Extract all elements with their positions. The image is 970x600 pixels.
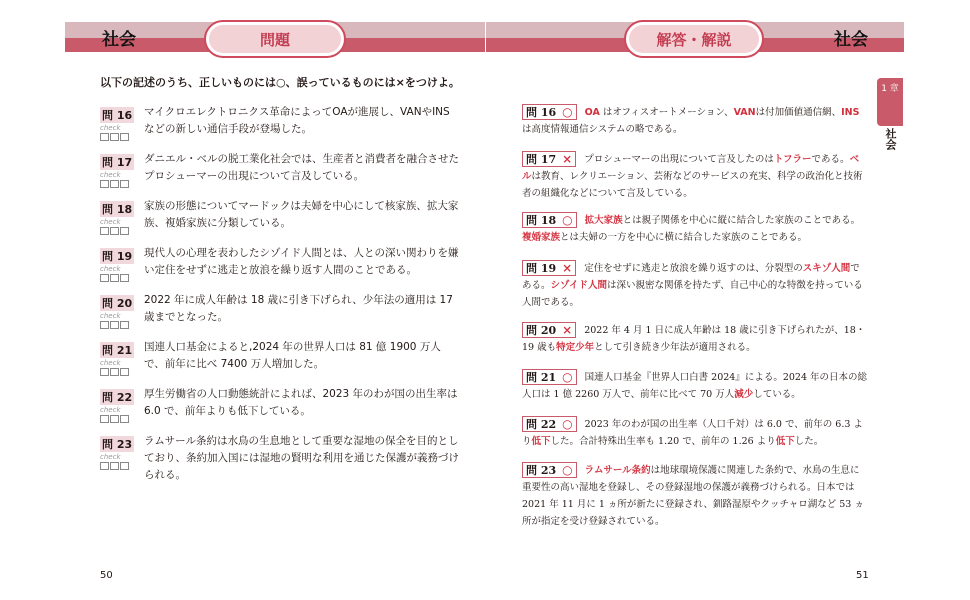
answer-keyword: VAN	[733, 107, 756, 118]
question-number: 問 16	[102, 109, 133, 122]
checkbox[interactable]	[110, 321, 119, 329]
answer-phrase: として引き続き少年法が適用される。	[594, 342, 756, 353]
answer-mark: ○	[562, 104, 573, 119]
checkbox[interactable]	[120, 462, 129, 470]
answer-text	[522, 322, 868, 356]
question-text: ラムサール条約は水鳥の生息地として重要な湿地の保全を目的としており、条約加入国には湿地の賢明な利用を通じた保護が義務づけられる。	[144, 435, 459, 481]
question-item	[100, 433, 460, 484]
answer-keyword: INS	[841, 107, 860, 118]
check-boxes	[100, 321, 132, 329]
check-label: check	[100, 312, 121, 320]
answer-keyword: ベル	[522, 154, 860, 182]
answer-phrase: 定住をせずに逃走と放浪を繰り返すのは、分裂型の	[584, 263, 803, 274]
answer-header	[522, 416, 577, 432]
subject-title-right: 社会	[834, 30, 868, 50]
question-number: 問 21	[102, 344, 133, 357]
question-label	[100, 245, 132, 282]
checkbox[interactable]	[110, 227, 119, 235]
answer-phrase: は深い親密な関係を持たず、自己中心的な特徴を持っている人間である。	[522, 280, 863, 308]
question-number: 問 17	[102, 156, 133, 169]
answers-pill-label: 解答・解説	[629, 25, 759, 53]
checkbox[interactable]	[100, 415, 109, 423]
checkbox[interactable]	[110, 180, 119, 188]
answer-text	[522, 369, 868, 403]
question-text: 家族の形態についてマードックは夫婦を中心にして核家族、拡大家族、複婚家族に分類している。	[144, 200, 459, 229]
checkbox[interactable]	[120, 133, 129, 141]
question-text: 現代人の心理を表わしたシゾイド人間とは、人との深い関わりを嫌い定住をせずに逃走と放浪を繰り返す人間のことである。	[144, 247, 459, 276]
answer-keyword: OA	[584, 107, 600, 118]
checkbox[interactable]	[100, 321, 109, 329]
answer-phrase: した。合計特殊出生率も 1.20 で、前年の 1.26 より	[550, 436, 776, 447]
checkbox[interactable]	[100, 462, 109, 470]
answer-number: 問 21	[526, 370, 557, 384]
question-label	[100, 151, 132, 188]
answer-keyword: トフラー	[773, 154, 812, 165]
answer-keyword: 特定少年	[556, 342, 595, 353]
check-label: check	[100, 406, 121, 414]
instruction-text: 以下の記述のうち、正しいものには○、誤っているものには×をつけよ。	[100, 76, 460, 89]
answer-header	[522, 462, 577, 478]
answers-pill	[624, 20, 764, 58]
answer-keyword: スキゾ人間	[802, 263, 851, 274]
question-number: 問 23	[102, 438, 133, 451]
answer-phrase: している。	[753, 389, 801, 400]
question-label	[100, 198, 132, 235]
answer-keyword: シゾイド人間	[550, 280, 608, 291]
checkbox[interactable]	[120, 368, 129, 376]
checkbox[interactable]	[120, 180, 129, 188]
checkbox[interactable]	[110, 133, 119, 141]
question-label	[100, 292, 132, 329]
answer-item	[522, 416, 868, 450]
questions-pill	[204, 20, 346, 58]
checkbox[interactable]	[110, 274, 119, 282]
checkbox[interactable]	[100, 227, 109, 235]
answer-mark: ×	[562, 322, 573, 337]
question-label	[100, 386, 132, 423]
answer-phrase: である。	[811, 154, 850, 165]
check-label: check	[100, 124, 121, 132]
answer-number: 問 18	[526, 213, 557, 227]
answer-item	[522, 260, 868, 311]
question-text: ダニエル・ベルの脱工業化社会では、生産者と消費者を融合させたプロシューマーの出現について言及している。	[144, 153, 459, 182]
answer-text	[522, 260, 868, 311]
question-item	[100, 151, 460, 185]
answer-keyword: 低下	[775, 436, 795, 447]
answer-header	[522, 369, 577, 385]
checkbox[interactable]	[120, 227, 129, 235]
question-text: マイクロエレクトロニクス革命によってOAが進展し、VANやINSなどの新しい通信手段が登場した。	[144, 106, 450, 135]
answer-phrase: は付加価値通信網、	[755, 107, 842, 118]
answer-phrase: 国連人口基金『世界人口白書 2024』による。2024 年の日本の総人口は 1 億 2260 万人で、前年に比べて 70 万人	[522, 372, 868, 400]
question-label	[100, 104, 132, 141]
answer-mark: ×	[562, 151, 573, 166]
answer-keyword: 減少	[734, 389, 754, 400]
answer-header	[522, 104, 577, 120]
question-number: 問 18	[102, 203, 133, 216]
answer-number: 問 22	[526, 417, 557, 431]
check-boxes	[100, 133, 132, 141]
questions-pill-label: 問題	[209, 25, 341, 53]
answer-phrase: 2022 年 4 月 1 日に成人年齢は 18 歳に引き下げられたが、18・19 歳も	[522, 325, 866, 353]
answer-mark: ×	[562, 260, 573, 275]
question-item	[100, 104, 460, 138]
check-boxes	[100, 274, 132, 282]
check-label: check	[100, 453, 121, 461]
answer-item	[522, 151, 868, 202]
question-number: 問 19	[102, 250, 133, 263]
answer-mark: ○	[562, 416, 573, 431]
answer-header	[522, 212, 577, 228]
answer-phrase: とは夫婦の一方を中心に横に結合した家族のことである。	[560, 232, 808, 243]
question-item	[100, 386, 460, 420]
answer-phrase: である。	[522, 263, 860, 291]
answer-item	[522, 369, 868, 403]
answer-phrase: はオフィスオートメーション、	[599, 107, 734, 118]
checkbox[interactable]	[100, 368, 109, 376]
answer-header	[522, 151, 576, 167]
checkbox[interactable]	[110, 368, 119, 376]
check-label: check	[100, 218, 121, 226]
answer-mark: ○	[562, 462, 573, 477]
answer-number: 問 16	[526, 105, 557, 119]
question-item	[100, 339, 460, 373]
answer-item	[522, 212, 868, 246]
check-label: check	[100, 171, 121, 179]
answer-number: 問 23	[526, 463, 557, 477]
answer-number: 問 19	[526, 261, 557, 275]
question-number: 問 20	[102, 297, 133, 310]
answer-header	[522, 322, 576, 338]
answer-number: 問 17	[526, 152, 557, 166]
answer-phrase: 2023 年のわが国の出生率（人口千対）は 6.0 で、前年の 6.3 より	[522, 419, 863, 447]
answer-mark: ○	[562, 369, 573, 384]
question-text: 2022 年に成人年齢は 18 歳に引き下げられ、少年法の適用は 17 歳までとなった。	[144, 294, 453, 323]
answer-phrase: は教育、レクリエーション、芸術などのサービスの充実、科学の政治化と技術者の組織化などについて言及している。	[522, 171, 863, 199]
answer-phrase: した。	[794, 436, 824, 447]
page-number-right: 51	[856, 570, 869, 581]
answer-keyword: 複婚家族	[522, 232, 561, 243]
answer-item	[522, 322, 868, 356]
answer-text	[522, 151, 868, 202]
answer-keyword: 拡大家族	[584, 215, 623, 226]
answer-mark: ○	[562, 212, 573, 227]
check-boxes	[100, 180, 132, 188]
checkbox[interactable]	[100, 180, 109, 188]
answer-number: 問 20	[526, 323, 557, 337]
answer-phrase: とは親子関係を中心に縦に結合した家族のことである。	[622, 215, 861, 226]
question-item	[100, 245, 460, 279]
page-number-left: 50	[100, 570, 113, 581]
question-label	[100, 433, 132, 470]
check-boxes	[100, 368, 132, 376]
chapter-tab-label: 社会	[884, 128, 897, 150]
question-text: 国連人口基金によると,2024 年の世界人口は 81 億 1900 万人で、前年に比べ 7400 万人増加した。	[144, 341, 441, 370]
check-boxes	[100, 227, 132, 235]
chapter-tab[interactable]: 1 章	[877, 78, 903, 126]
answer-item	[522, 462, 868, 530]
answer-phrase: は高度情報通信システムの略である。	[522, 124, 683, 135]
checkbox[interactable]	[120, 415, 129, 423]
answer-item	[522, 104, 868, 138]
answer-text	[522, 462, 868, 530]
checkbox[interactable]	[100, 274, 109, 282]
answer-header	[522, 260, 576, 276]
answer-text	[522, 104, 868, 138]
answer-keyword: ラムサール条約	[584, 465, 651, 476]
answer-phrase: は地球環境保護に関連した条約で、水鳥の生息に重要性の高い湿地を登録し、その登録湿地の保護が義務づけられる。日本では 2021 年 11 月に 1 ヵ所が新たに登録され、釧路湿原やクッチャロ湖など 53 ヵ所が指定を受け登録されている。	[522, 465, 864, 527]
check-boxes	[100, 462, 132, 470]
checkbox[interactable]	[120, 274, 129, 282]
question-number: 問 22	[102, 391, 133, 404]
answer-text	[522, 416, 868, 450]
answer-phrase: プロシューマーの出現について言及したのは	[584, 154, 774, 165]
check-label: check	[100, 265, 121, 273]
checkbox[interactable]	[100, 133, 109, 141]
answer-text	[522, 212, 868, 246]
question-label	[100, 339, 132, 376]
check-boxes	[100, 415, 132, 423]
checkbox[interactable]	[110, 462, 119, 470]
question-item	[100, 198, 460, 232]
question-text: 厚生労働省の人口動態統計によれば、2023 年のわが国の出生率は 6.0 で、前年よりも低下している。	[144, 388, 458, 417]
question-item	[100, 292, 460, 326]
checkbox[interactable]	[110, 415, 119, 423]
answer-keyword: 低下	[531, 436, 551, 447]
check-label: check	[100, 359, 121, 367]
subject-title-left: 社会	[102, 30, 136, 50]
checkbox[interactable]	[120, 321, 129, 329]
